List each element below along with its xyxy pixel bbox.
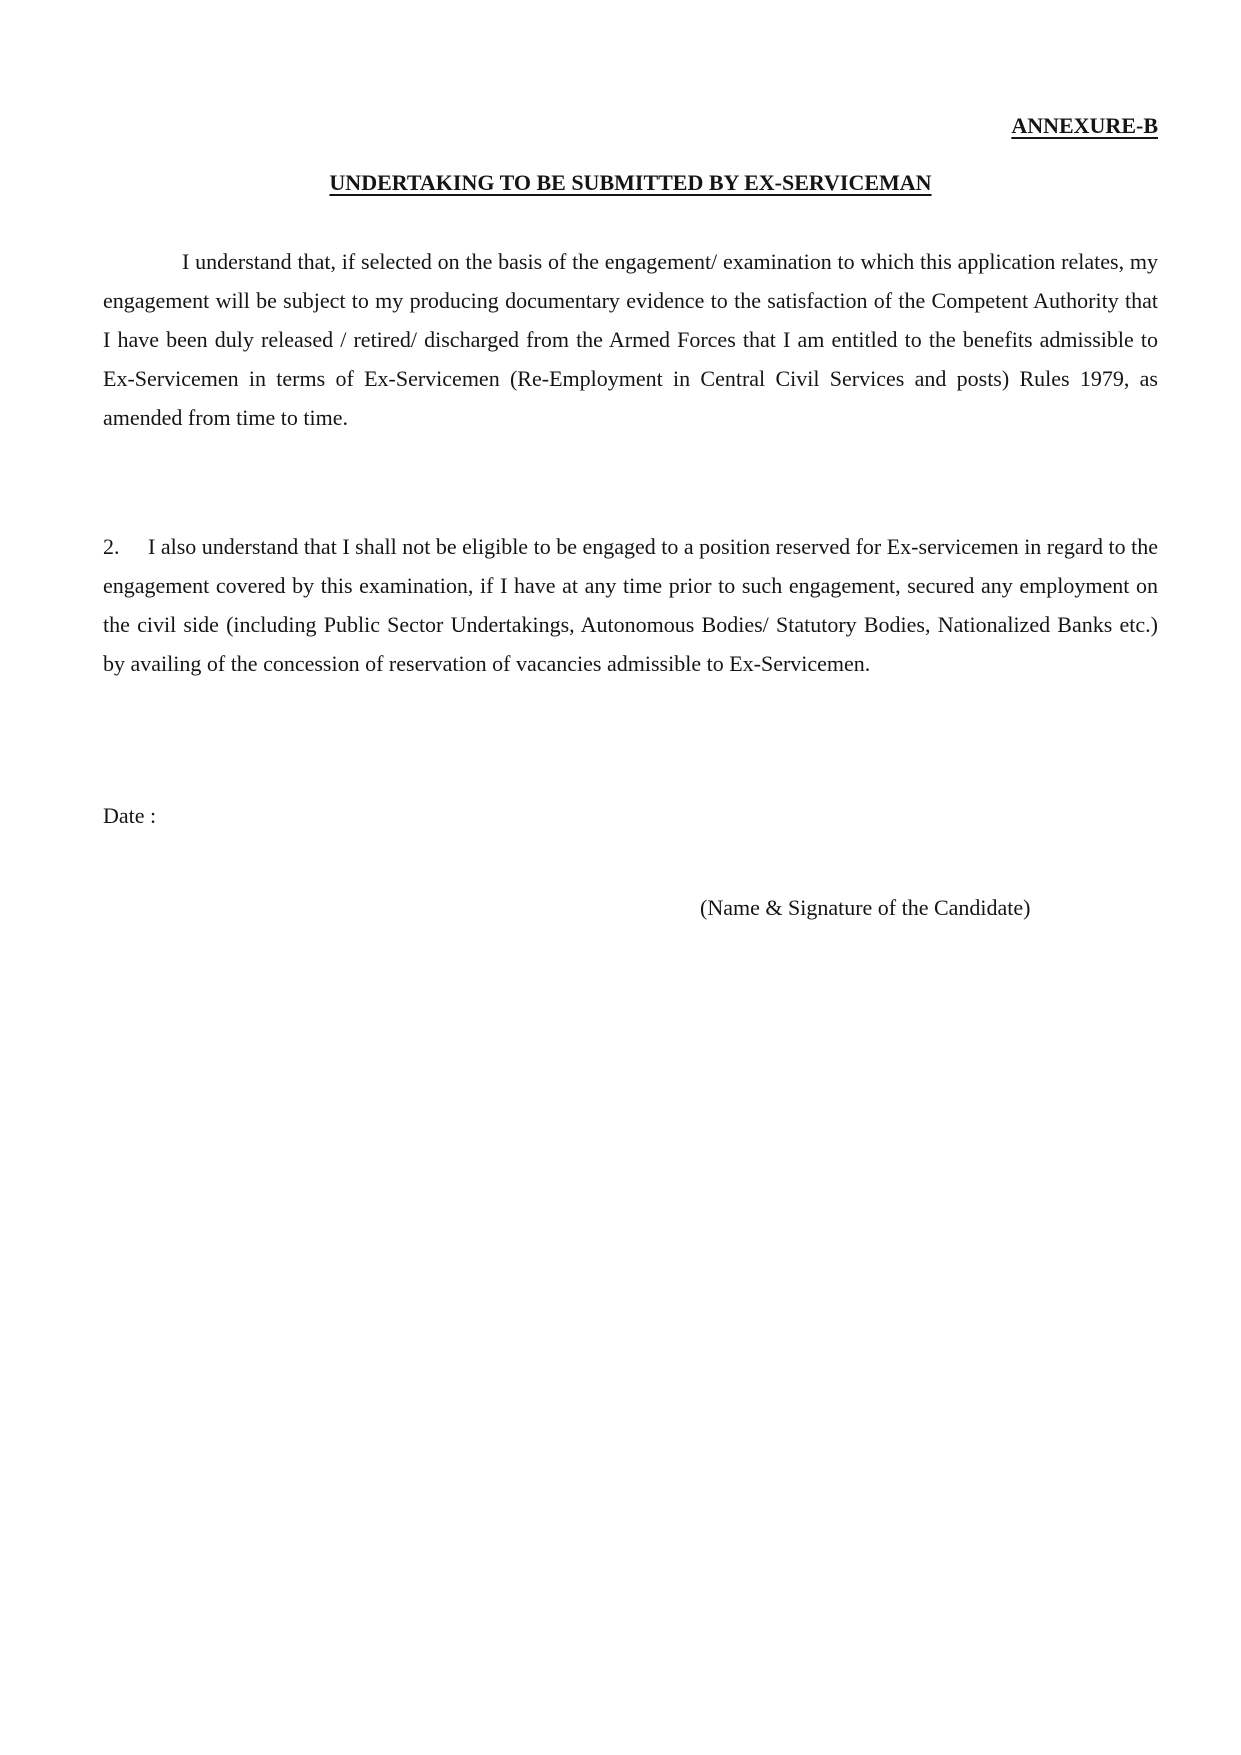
document-title-row [103, 168, 1158, 198]
paragraph-2-number: 2. [103, 534, 120, 559]
document-title: UNDERTAKING TO BE SUBMITTED BY EX-SERVICEMAN [329, 170, 932, 195]
paragraph-2 [103, 527, 1158, 683]
paragraph-2-text: I also understand that I shall not be eligible to be engaged to a position reserved for Ex-servicemen in regard to the engagement covered by this examination, if I have at any time prior to such engagement, secured any employment on the civil side (including Public Sector Undertakings, Autonomous Bodies/ Statutory Bodies, Nationalized Banks etc.) by availing of the concession of reservation of vacancies admissible to Ex-Servicemen. [103, 534, 1158, 676]
annexure-label: ANNEXURE-B [1011, 113, 1158, 138]
annexure-heading [103, 112, 1158, 140]
date-label: Date : [103, 803, 157, 828]
paragraph-1: I understand that, if selected on the basis of the engagement/ examination to which this application relates, my engagement will be subject to my producing documentary evidence to the satisfaction of the Competent Authority that I have been duly released / retired/ discharged from the Armed Forces that I am entitled to the benefits admissible to Ex-Servicemen in terms of Ex-Servicemen (Re-Employment in Central Civil Services and posts) Rules 1979, as amended from time to time. [103, 249, 1158, 430]
signature-label: (Name & Signature of the Candidate) [700, 895, 1031, 920]
